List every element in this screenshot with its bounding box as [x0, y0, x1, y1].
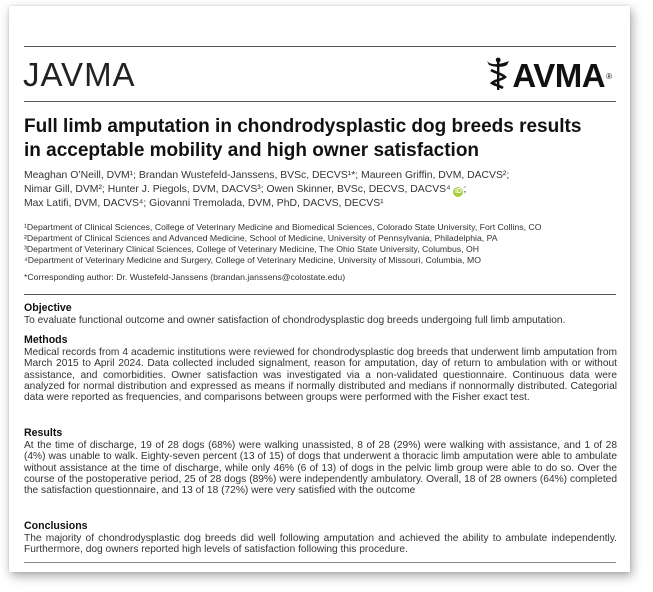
affiliations	[24, 222, 624, 266]
section-heading: Conclusions	[24, 520, 88, 532]
section-text: At the time of discharge, 19 of 28 dogs (68%) were walking unassisted, 8 of 28 (29%) were walking with assistance, and 1 of 28 (4%) was unable to walk. Eighty-seven percent (13 of 15) of dogs that underwent a thoracic limb amputation were able to ambulate without assistance at the time of discharge, while only 46% (6 of 13) of dogs in the pelvic limb group were able to do so. Over the course of the postoperative period, 25 of 28 dogs (89%) were independently ambulatory. Overall, 18 of 28 owners (64%) completed the satisfaction questionnaire, and 13 of 18 (72%) were very satisfied with the outcome	[24, 440, 617, 497]
caduceus-icon	[486, 57, 510, 96]
affiliation-item: ¹Department of Clinical Sciences, College of Veterinary Medicine and Biomedical Sciences, Colorado State University, Fort Collins, CO	[24, 222, 542, 232]
avma-logo	[486, 58, 612, 94]
conclusions-section	[24, 520, 617, 556]
header-bottom-rule	[24, 101, 616, 102]
objective-section	[24, 302, 617, 326]
section-heading: Methods	[24, 334, 68, 346]
journal-name: JAVMA	[23, 56, 136, 93]
article-page	[9, 6, 630, 572]
header-top-rule	[24, 46, 616, 47]
author-line: Meaghan O’Neill, DVM¹; Brandan Wustefeld-Janssens, BVSc, DECVS¹*; Maureen Griffin, DVM, DACVS²;	[24, 170, 510, 181]
abstract-rule	[24, 294, 616, 295]
affiliation-item: ²Department of Clinical Sciences and Advanced Medicine, School of Medicine, University of Pennsylvania, Philadelphia, PA	[24, 233, 498, 243]
article-title: Full limb amputation in chondrodysplastic dog breeds results in acceptable mobility and high owner satisfaction	[24, 116, 582, 161]
author-list	[24, 169, 614, 210]
corresponding-author: *Corresponding author: Dr. Wustefeld-Janssens (brandan.janssens@colostate.edu)	[24, 272, 346, 282]
section-text: The majority of chondrodysplastic dog breeds did well following amputation and achieved the ability to ambulate independently. Furthermore, dog owners reported high levels of satisfaction following this procedure.	[24, 533, 617, 556]
section-text: To evaluate functional outcome and owner satisfaction of chondrodysplastic dog breeds undergoing full limb amputation.	[24, 315, 566, 326]
section-heading: Objective	[24, 302, 72, 314]
author-line-with-orcid: Nimar Gill, DVM²; Hunter J. Piegols, DVM, DACVS³; Owen Skinner, BVSc, DECVS, DACVS⁴ iD ;	[24, 183, 467, 195]
footer-rule	[24, 562, 616, 563]
orcid-icon[interactable]: iD	[454, 187, 462, 195]
section-heading: Results	[24, 427, 63, 439]
registered-mark: ®	[606, 71, 612, 81]
logo-wordmark: AVMA	[512, 57, 606, 94]
author-line: Nimar Gill, DVM²; Hunter J. Piegols, DVM, DACVS³; Owen Skinner, BVSc, DECVS, DACVS⁴	[24, 183, 451, 195]
affiliation-item: ³Department of Veterinary Clinical Sciences, College of Veterinary Medicine, The Ohio State University, Columbus, OH	[24, 244, 480, 254]
section-text: Medical records from 4 academic institutions were reviewed for chondrodysplastic dog breeds that underwent limb amputation from March 2015 to April 2024. Data collected included signalment, reason for amputation, day of return to ambulation with or without assistance, and comorbidities. Owner satisfaction was investigated via a non-validated questionnaire. Continuous data were analyzed for normal distribution and expressed as means if normally distributed and medians if nonnormally distributed. Categorial data were reported as frequencies, and comparisons between groups were performed with the Fisher exact test.	[24, 347, 617, 404]
results-section	[24, 427, 617, 496]
affiliation-item: ⁴Department of Veterinary Medicine and Surgery, College of Veterinary Medicine, University of Missouri, Columbia, MO	[24, 255, 481, 265]
methods-section	[24, 334, 617, 403]
author-line: Max Latifi, DVM, DACVS⁴; Giovanni Tremolada, DVM, PhD, DACVS, DECVS¹	[24, 197, 384, 209]
